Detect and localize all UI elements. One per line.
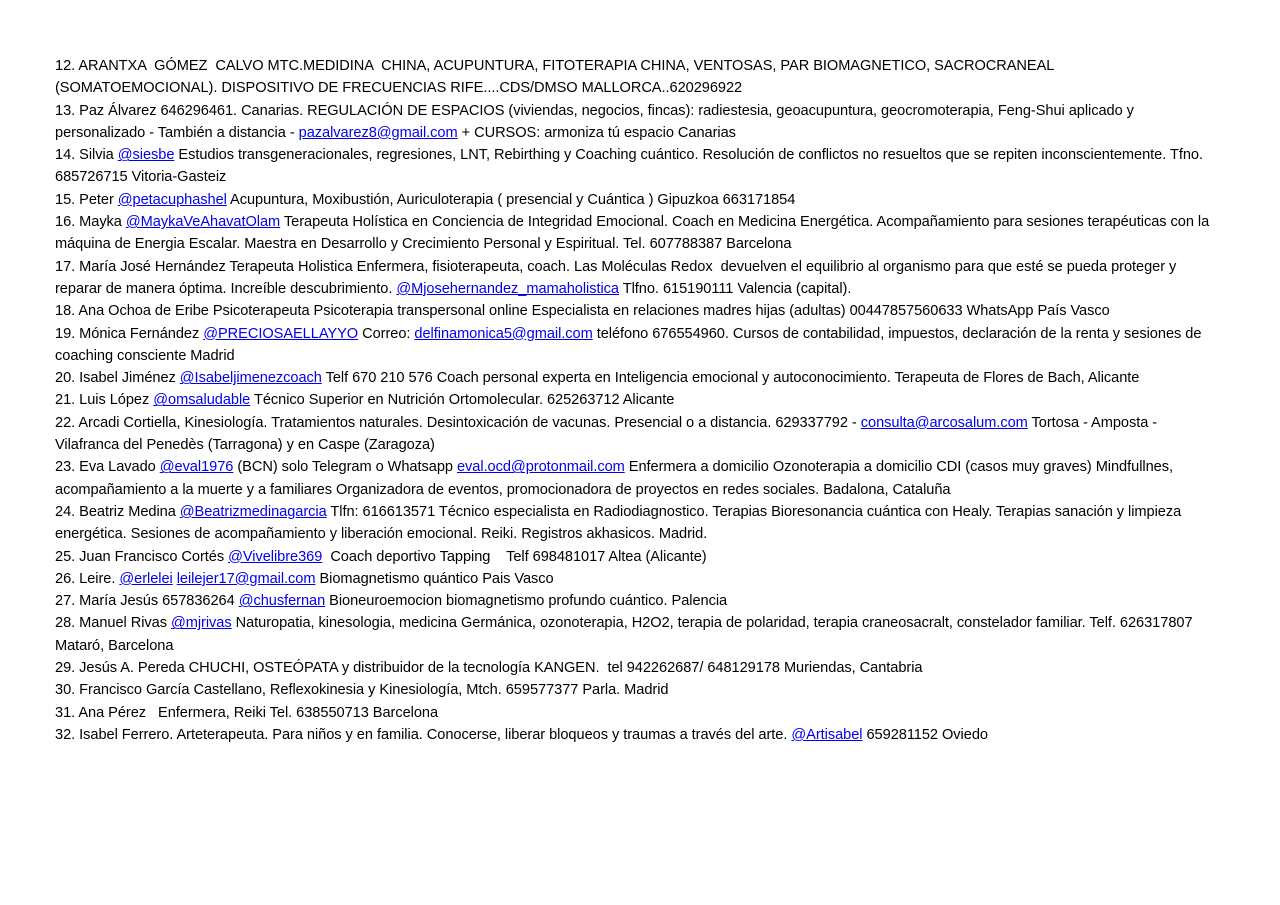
- directory-list: [55, 55, 1215, 746]
- entry-text: 26. Leire.: [55, 570, 120, 587]
- directory-entry: [55, 100, 1215, 145]
- entry-text: Bioneuroemocion biomagnetismo profundo cuántico. Palencia: [325, 593, 728, 610]
- directory-entry: [55, 211, 1215, 256]
- directory-entry: [55, 679, 1215, 701]
- directory-entry: [55, 300, 1215, 322]
- directory-entry: [55, 724, 1215, 746]
- entry-text: 17. María José Hernández Terapeuta Holistica Enfermera, fisioterapeuta, coach. Las Moléculas Redox devuelven el equilibrio al organismo para que esté se pueda proteger y reparar de manera óptima. Increíble descubrimiento.: [55, 258, 1181, 297]
- social-handle-link[interactable]: @Beatrizmedinagarcia: [179, 503, 327, 520]
- entry-text: Estudios transgeneracionales, regresiones, LNT, Rebirthing y Coaching cuántico. Resolución de conflictos no resueltos que se repiten inconscientemente. Tfno. 685726715 Vitoria-Gasteiz: [55, 147, 1207, 186]
- directory-entry: [55, 389, 1215, 411]
- social-handle-link[interactable]: @siesbe: [117, 147, 175, 164]
- email-link[interactable]: consulta@arcosalum.com: [860, 414, 1028, 431]
- entry-text: 30. Francisco García Castellano, Reflexokinesia y Kinesiología, Mtch. 659577377 Parla. Madrid: [55, 682, 669, 699]
- entry-text: Coach deportivo Tapping Telf 698481017 Altea (Alicante): [322, 548, 707, 565]
- entry-text: 31. Ana Pérez Enfermera, Reiki Tel. 638550713 Barcelona: [55, 704, 439, 721]
- entry-text: 29. Jesús A. Pereda CHUCHI, OSTEÓPATA y distribuidor de la tecnología KANGEN. tel 942262687/ 648129178 Muriendas, Cantabria: [55, 660, 923, 677]
- entry-text: Enfermera a domicilio Ozonoterapia a domicilio CDI (casos muy graves) Mindfullnes, acompañamiento a la muerte y a familiares Organizadora de eventos, promocionadora de proyectos en redes sociales. Badalona, Cataluña: [55, 459, 1177, 498]
- entry-text: 16. Mayka: [55, 214, 126, 231]
- directory-entry: [55, 612, 1215, 657]
- directory-entry: [55, 323, 1215, 368]
- email-link[interactable]: eval.ocd@protonmail.com: [456, 459, 625, 476]
- social-handle-link[interactable]: @mjrivas: [170, 615, 232, 632]
- entry-text: Tlfn: 616613571 Técnico especialista en Radiodiagnostico. Terapias Bioresonancia cuántica con Healy. Terapias sanación y limpieza energética. Sesiones de acompañamiento y liberación emocional. Reiki. Registros akhasicos. Madrid.: [55, 503, 1186, 543]
- entry-text: 22. Arcadi Cortiella, Kinesiología. Tratamientos naturales. Desintoxicación de vacunas. Presencial o a distancia. 629337792 -: [55, 414, 861, 431]
- social-handle-link[interactable]: @Artisabel: [791, 726, 863, 743]
- directory-entry: [55, 189, 1215, 211]
- entry-text: (BCN) solo Telegram o Whatsapp: [233, 459, 457, 476]
- entry-text: 25. Juan Francisco Cortés: [55, 548, 229, 565]
- entry-text: + CURSOS: armoniza tú espacio Canarias: [457, 124, 736, 141]
- document-page: [55, 55, 1215, 746]
- social-handle-link[interactable]: @petacuphashel: [117, 191, 227, 208]
- entry-text: 659281152 Oviedo: [862, 726, 988, 743]
- social-handle-link[interactable]: @Vivelibre369: [228, 548, 323, 565]
- directory-entry: [55, 412, 1215, 457]
- email-link[interactable]: delfinamonica5@gmail.com: [414, 325, 593, 342]
- entry-text: 32. Isabel Ferrero. Arteterapeuta. Para niños y en familia. Conocerse, liberar bloqueos y traumas a través del arte.: [55, 726, 792, 743]
- directory-entry: [55, 657, 1215, 679]
- social-handle-link[interactable]: @eval1976: [159, 459, 234, 476]
- social-handle-link[interactable]: @MaykaVeAhavatOlam: [125, 214, 281, 231]
- directory-entry: [55, 546, 1215, 568]
- entry-text: 19. Mónica Fernández: [55, 325, 204, 342]
- entry-text: Tortosa - Amposta - Vilafranca del Penedès (Tarragona) y en Caspe (Zaragoza): [55, 414, 1162, 454]
- entry-text: Técnico Superior en Nutrición Ortomolecular. 625263712 Alicante: [250, 392, 675, 409]
- entry-text: teléfono 676554960. Cursos de contabilidad, impuestos, declaración de la renta y sesiones de coaching consciente Madrid: [55, 325, 1206, 364]
- social-handle-link[interactable]: @chusfernan: [238, 593, 326, 610]
- entry-text: 14. Silvia: [55, 147, 118, 164]
- social-handle-link[interactable]: @Isabeljimenezcoach: [179, 370, 322, 387]
- directory-entry: [55, 256, 1215, 301]
- social-handle-link[interactable]: @omsaludable: [153, 392, 251, 409]
- entry-text: Acupuntura, Moxibustión, Auriculoterapia ( presencial y Cuántica ) Gipuzkoa 663171854: [226, 191, 796, 208]
- social-handle-link[interactable]: @Mjosehernandez_mamaholistica: [396, 280, 619, 297]
- social-handle-link[interactable]: @PRECIOSAELLAYYO: [203, 325, 359, 342]
- entry-text: Telf 670 210 576 Coach personal experta en Inteligencia emocional y autoconocimiento. Terapeuta de Flores de Bach, Alicante: [321, 370, 1140, 387]
- directory-entry: [55, 501, 1215, 546]
- email-link[interactable]: pazalvarez8@gmail.com: [298, 124, 458, 141]
- directory-entry: [55, 456, 1215, 501]
- entry-text: Tlfno. 615190111 Valencia (capital).: [619, 280, 852, 297]
- directory-entry: [55, 702, 1215, 724]
- entry-text: 24. Beatriz Medina: [55, 503, 180, 520]
- email-link[interactable]: leilejer17@gmail.com: [176, 570, 316, 587]
- entry-text: 15. Peter: [55, 191, 118, 208]
- directory-entry: [55, 568, 1215, 590]
- entry-text: Biomagnetismo quántico Pais Vasco: [315, 570, 554, 587]
- directory-entry: [55, 144, 1215, 189]
- entry-text: Correo:: [358, 325, 415, 342]
- entry-text: 23. Eva Lavado: [55, 459, 160, 476]
- entry-text: 20. Isabel Jiménez: [55, 370, 180, 387]
- entry-text: 13. Paz Álvarez 646296461. Canarias. REGULACIÓN DE ESPACIOS (viviendas, negocios, fincas): radiestesia, geoacupuntura, geocromoterapia, Feng-Shui aplicado y personalizado - También a distancia -: [55, 102, 1138, 141]
- social-handle-link[interactable]: @erlelei: [119, 570, 173, 587]
- entry-text: 21. Luis López: [55, 392, 154, 409]
- entry-text: 12. ARANTXA GÓMEZ CALVO MTC.MEDIDINA CHINA, ACUPUNTURA, FITOTERAPIA CHINA, VENTOSAS, PAR BIOMAGNETICO, SACROCRANEAL (SOMATOEMOCIONAL). DISPOSITIVO DE FRECUENCIAS RIFE....CDS/DMSO MALLORCA..620296922: [55, 58, 1058, 97]
- entry-text: 28. Manuel Rivas: [55, 615, 171, 632]
- entry-text: Naturopatia, kinesologia, medicina Germánica, ozonoterapia, H2O2, terapia de polaridad, terapia craneosacralt, constelador familiar. Telf. 626317807 Mataró, Barcelona: [55, 615, 1197, 654]
- directory-entry: [55, 55, 1215, 100]
- entry-text: 27. María Jesús 657836264: [55, 593, 239, 610]
- directory-entry: [55, 590, 1215, 612]
- entry-text: Terapeuta Holística en Conciencia de Integridad Emocional. Coach en Medicina Energética. Acompañamiento para sesiones terapéuticas con la máquina de Energia Escalar. Maestra en Desarrollo y Crecimiento Personal y Espiritual. Tel. 607788387 Barcelona: [55, 214, 1214, 253]
- entry-text: 18. Ana Ochoa de Eribe Psicoterapeuta Psicoterapia transpersonal online Especialista en relaciones madres hijas (adultas) 00447857560633 WhatsApp País Vasco: [55, 303, 1110, 320]
- directory-entry: [55, 367, 1215, 389]
